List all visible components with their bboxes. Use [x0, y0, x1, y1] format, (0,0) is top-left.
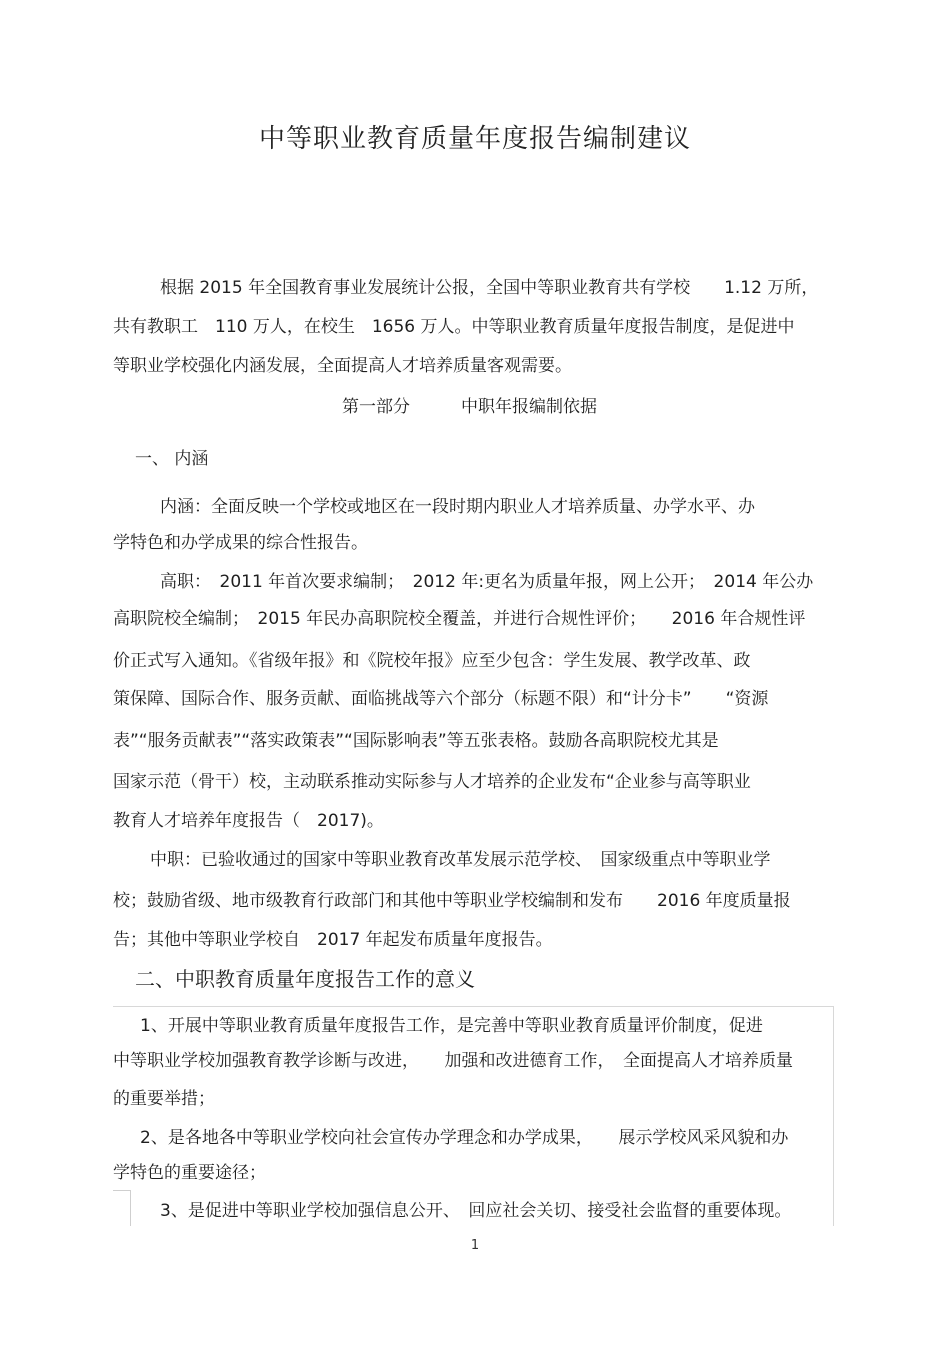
gaozhi-line-5: 表”“服务贡献表”“落实政策表”“国际影响表”等五张表格。鼓励各高职院校尤其是 [113, 731, 719, 751]
gaozhi-line-2: 高职院校全编制； 2015 年民办高职院校全覆盖，并进行合规性评价； 2016 年合规性评 [113, 609, 806, 629]
meaning-line-5: 学特色的重要途径； [113, 1163, 266, 1183]
content-frame-left-cap [113, 1190, 131, 1191]
intro-line-1: 根据 2015 年全国教育事业发展统计公报，全国中等职业教育共有学校 1.12 万所， [160, 278, 819, 298]
content-frame-right-border [833, 1006, 834, 1226]
gaozhi-line-4: 策保障、国际合作、服务贡献、面临挑战等六个部分（标题不限）和“计分卡” “资源 [113, 689, 769, 709]
gaozhi-line-3: 价正式写入通知。《省级年报》和《院校年报》应至少包含：学生发展、教学改革、政 [113, 651, 751, 671]
content-frame-top-border [113, 1006, 833, 1007]
part-one-heading: 第一部分 中职年报编制依据 [342, 397, 597, 417]
content-frame-left-border [130, 1190, 131, 1226]
meaning-line-6: 3、是促进中等职业学校加强信息公开、 回应社会关切、接受社会监督的重要体现。 [160, 1201, 792, 1221]
zhongzhi-line-1: 中职：已验收通过的国家中等职业教育改革发展示范学校、 国家级重点中等职业学 [150, 850, 771, 870]
gaozhi-line-6: 国家示范（骨干）校，主动联系推动实际参与人才培养的企业发布“企业参与高等职业 [113, 772, 751, 792]
meaning-line-2: 中等职业学校加强教育教学诊断与改进， 加强和改进德育工作， 全面提高人才培养质量 [113, 1051, 793, 1071]
intro-line-3: 等职业学校强化内涵发展，全面提高人才培养质量客观需要。 [113, 356, 572, 376]
intro-line-2: 共有教职工 110 万人，在校生 1656 万人。中等职业教育质量年度报告制度，是促进中 [113, 317, 795, 337]
meaning-line-1: 1、开展中等职业教育质量年度报告工作，是完善中等职业教育质量评价制度，促进 [140, 1016, 763, 1036]
meaning-line-4: 2、是各地各中等职业学校向社会宣传办学理念和办学成果， 展示学校风采风貌和办 [140, 1128, 789, 1148]
section-two-heading: 二、中职教育质量年度报告工作的意义 [135, 967, 475, 991]
meaning-line-3: 的重要举措； [113, 1089, 215, 1109]
gaozhi-line-7: 教育人才培养年度报告（ 2017)。 [113, 811, 384, 831]
section-one-heading: 一、 内涵 [135, 449, 209, 469]
neihan-line-2: 学特色和办学成果的综合性报告。 [113, 533, 368, 553]
gaozhi-line-1: 高职： 2011 年首次要求编制； 2012 年:更名为质量年报，网上公开； 2014 年公办 [160, 572, 814, 592]
document-title: 中等职业教育质量年度报告编制建议 [258, 124, 691, 154]
zhongzhi-line-2: 校；鼓励省级、地市级教育行政部门和其他中等职业学校编制和发布 2016 年度质量报 [113, 891, 791, 911]
neihan-line-1: 内涵：全面反映一个学校或地区在一段时期内职业人才培养质量、办学水平、办 [160, 497, 755, 517]
zhongzhi-line-3: 告；其他中等职业学校自 2017 年起发布质量年度报告。 [113, 930, 553, 950]
page-number: 1 [470, 1238, 480, 1253]
